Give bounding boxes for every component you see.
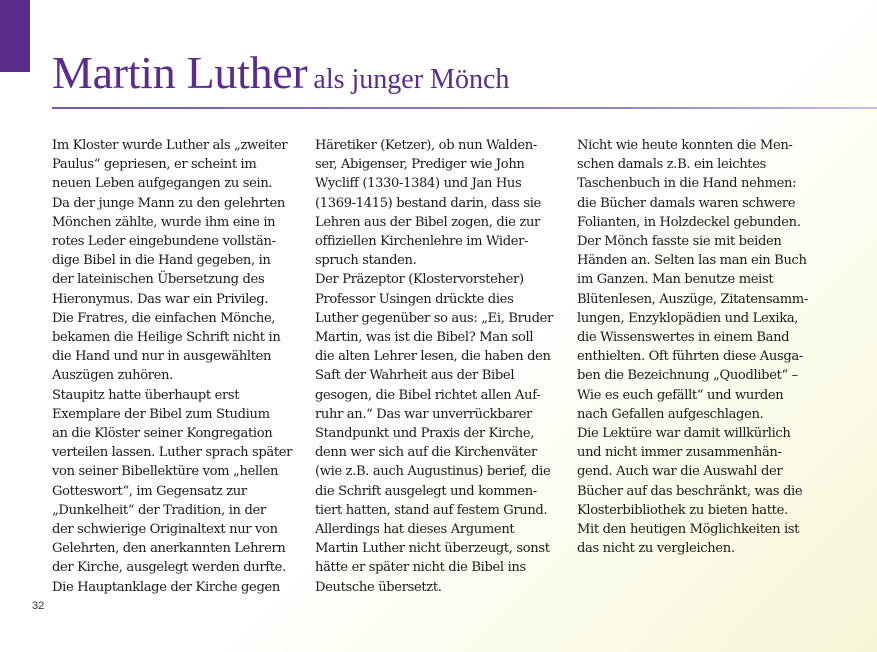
text-line: nach Gefallen aufgeschlagen. <box>577 406 764 422</box>
title-main: Martin Luther <box>52 47 308 98</box>
text-line: Martin Luther nicht überzeugt, sonst <box>315 541 550 557</box>
text-line: Die Lektüre war damit willkürlich <box>577 426 791 442</box>
text-line: Der Präzeptor (Klostervorsteher) <box>315 272 524 288</box>
text-line: die Bücher damals waren schwere <box>577 195 796 211</box>
text-line: Mit den heutigen Möglichkeiten ist <box>577 522 800 538</box>
text-line: (wie z.B. auch Augustinus) berief, die <box>315 464 551 480</box>
text-line: tiert hatten, stand auf festem Grund. <box>315 502 548 518</box>
text-line: Exemplare der Bibel zum Studium <box>52 406 270 422</box>
page-number: 32 <box>32 600 45 612</box>
text-line: gend. Auch war die Auswahl der <box>577 464 783 480</box>
text-line: rotes Leder eingebundene vollstän- <box>52 234 276 250</box>
text-line: Gelehrten, den anerkannten Lehrern <box>52 541 286 557</box>
text-line: Nicht wie heute konnten die Men- <box>577 138 793 153</box>
text-line: Allerdings hat dieses Argument <box>315 522 515 538</box>
page-title <box>52 46 509 99</box>
text-line: die alten Lehrer lesen, die haben den <box>315 349 551 365</box>
text-column-3 <box>577 136 823 558</box>
text-line: die Schrift ausgelegt und kommen- <box>315 483 537 499</box>
text-line: Lehren aus der Bibel zogen, die zur <box>315 214 540 230</box>
text-line: (1369-1415) bestand darin, dass sie <box>315 195 541 211</box>
text-column-1 <box>52 136 298 597</box>
text-line: lungen, Enzyklopädien und Lexika, <box>577 310 799 326</box>
text-column-2 <box>315 136 561 597</box>
text-line: im Ganzen. Man benutze meist <box>577 272 774 288</box>
text-line: Hieronymus. Das war ein Privileg. <box>52 291 269 307</box>
text-line: der Kirche, ausgelegt werden durfte. <box>52 560 286 576</box>
text-line: an die Klöster seiner Kongregation <box>52 426 273 442</box>
text-line: Händen an. Selten las man ein Buch <box>577 253 807 269</box>
text-line: offiziellen Kirchenlehre im Wider- <box>315 234 529 250</box>
text-line: gesogen, die Bibel richtet allen Auf- <box>315 387 541 403</box>
text-line: der lateinischen Übersetzung des <box>52 272 265 288</box>
text-line: ser, Abigenser, Prediger wie John <box>315 157 525 173</box>
text-line: die Wissenswertes in einem Band <box>577 330 790 346</box>
text-line: Wie es euch gefällt“ und wurden <box>577 387 784 403</box>
text-line: Professor Usingen drückte dies <box>315 291 514 307</box>
title-divider <box>52 107 877 109</box>
text-line: von seiner Bibellektüre vom „hellen <box>52 464 279 480</box>
text-line: Paulus“ gepriesen, er scheint im <box>52 157 257 173</box>
text-line: Staupitz hatte überhaupt erst <box>52 387 240 403</box>
title-subtitle: als junger Mönch <box>313 64 510 95</box>
text-line: der schwierige Originaltext nur von <box>52 522 278 538</box>
text-line: das nicht zu vergleichen. <box>577 541 735 557</box>
text-line: Blütenlesen, Auszüge, Zitatensamm- <box>577 291 808 307</box>
text-line: Deutsche übersetzt. <box>315 579 442 595</box>
text-line: ben die Bezeichnung „Quodlibet“ – <box>577 368 798 384</box>
text-line: ruhr an.“ Das war unverrückbarer <box>315 406 532 422</box>
text-line: bekamen die Heilige Schrift nicht in <box>52 330 281 346</box>
text-line: Die Fratres, die einfachen Mönche, <box>52 310 276 326</box>
text-line: Folianten, in Holzdeckel gebunden. <box>577 214 801 230</box>
text-line: Martin, was ist die Bibel? Man soll <box>315 330 534 346</box>
text-line: Häretiker (Ketzer), ob nun Walden- <box>315 138 537 153</box>
text-line: Bücher auf das beschränkt, was die <box>577 483 803 499</box>
text-line: die Hand und nur in ausgewählten <box>52 349 272 365</box>
text-line: Standpunkt und Praxis der Kirche, <box>315 426 535 442</box>
text-line: denn wer sich auf die Kirchenväter <box>315 445 537 461</box>
text-line: Taschenbuch in die Hand nehmen: <box>577 176 797 192</box>
text-line: neuen Leben aufgegangen zu sein. <box>52 176 273 192</box>
text-line: verteilen lassen. Luther sprach später <box>52 445 293 461</box>
text-line: Klosterbibliothek zu bieten hatte. <box>577 502 788 518</box>
text-line: Der Mönch fasste sie mit beiden <box>577 234 782 250</box>
text-line: dige Bibel in die Hand gegeben, in <box>52 253 271 269</box>
text-line: Saft der Wahrheit aus der Bibel <box>315 368 515 384</box>
text-line: Auszügen zuhören. <box>52 368 173 384</box>
text-line: „Dunkelheit“ der Tradition, in der <box>52 502 266 518</box>
text-line: Im Kloster wurde Luther als „zweiter <box>52 138 288 153</box>
text-line: Da der junge Mann zu den gelehrten <box>52 195 286 211</box>
text-line: spruch standen. <box>315 253 417 269</box>
text-line: und nicht immer zusammenhän- <box>577 445 782 461</box>
text-line: Luther gegenüber so aus: „Ei, Bruder <box>315 310 553 326</box>
text-line: Mönchen zählte, wurde ihm eine in <box>52 214 276 230</box>
text-line: Wycliff (1330-1384) und Jan Hus <box>315 176 522 192</box>
text-line: enthielten. Oft führten diese Ausga- <box>577 349 803 365</box>
text-line: Die Hauptanklage der Kirche gegen <box>52 579 280 595</box>
accent-bar <box>0 0 30 72</box>
text-line: Gotteswort“, im Gegensatz zur <box>52 483 247 499</box>
text-line: hätte er später nicht die Bibel ins <box>315 560 526 576</box>
text-line: schen damals z.B. ein leichtes <box>577 157 766 173</box>
